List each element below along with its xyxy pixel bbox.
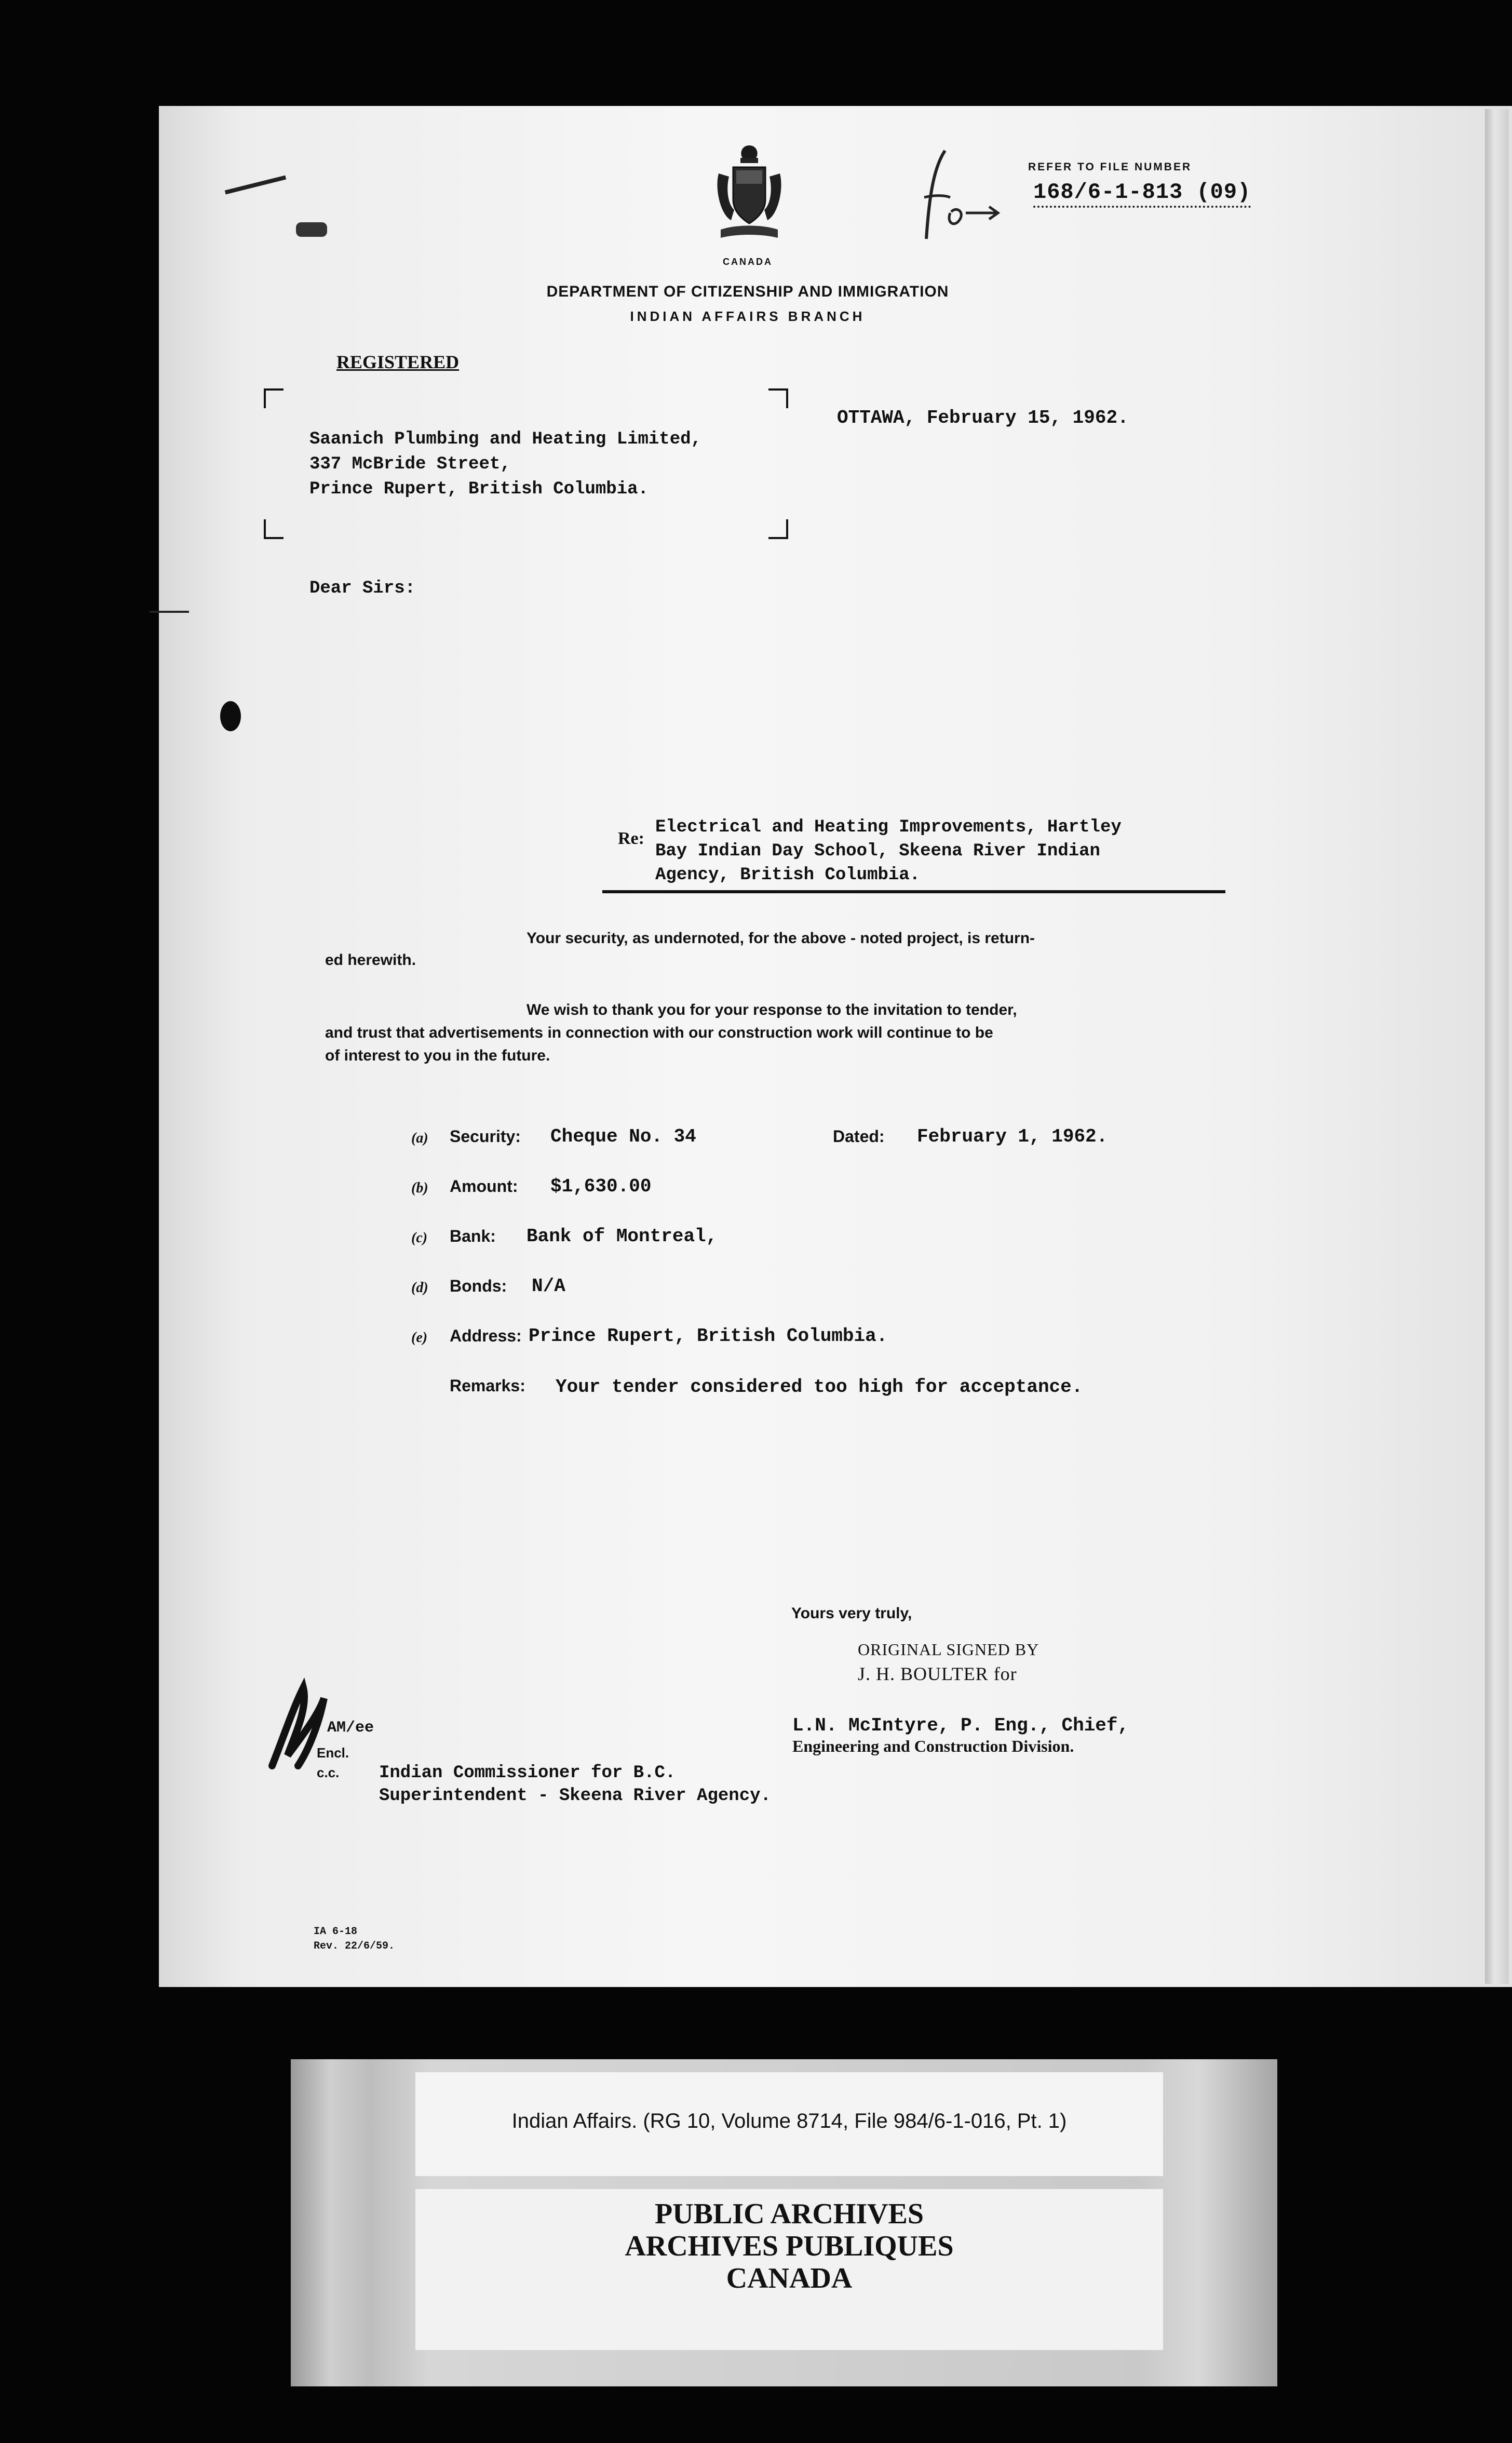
signed-stamp-line: ORIGINAL SIGNED BY: [858, 1640, 1040, 1659]
dated-label: Dated:: [833, 1127, 885, 1146]
branch-name: INDIAN AFFAIRS BRANCH: [630, 308, 866, 324]
handwritten-mark-icon: [914, 145, 1002, 249]
bank-value: Bank of Montreal,: [526, 1226, 718, 1247]
signatory-division: Engineering and Construction Division.: [792, 1737, 1074, 1755]
page-edge: [1485, 109, 1509, 1984]
letter-page: [159, 106, 1512, 1987]
department-name: DEPARTMENT OF CITIZENSHIP AND IMMIGRATION: [546, 283, 949, 300]
window-corner: [264, 388, 284, 408]
addressee-line: 337 McBride Street,: [309, 454, 511, 474]
bonds-value: N/A: [532, 1276, 565, 1297]
closing-phrase: Yours very truly,: [791, 1605, 912, 1622]
re-line: Agency, British Columbia.: [655, 865, 921, 885]
re-line: Bay Indian Day School, Skeena River Indian: [655, 841, 1100, 861]
addressee-line: Saanich Plumbing and Heating Limited,: [309, 429, 701, 449]
country-label: CANADA: [723, 257, 773, 267]
detail-letter: (b): [411, 1180, 428, 1196]
addressee: [309, 427, 701, 502]
form-revision: Rev. 22/6/59.: [314, 1940, 395, 1952]
form-number: IA 6-18: [314, 1926, 358, 1938]
archive-citation: Indian Affairs. (RG 10, Volume 8714, File 984/6-1-016, Pt. 1): [511, 2110, 1067, 2132]
coat-of-arms-icon: [710, 142, 788, 246]
paragraph-2-line: We wish to thank you for your response to the invitation to tender,: [526, 1001, 1017, 1018]
re-label: Re:: [618, 829, 644, 848]
window-corner: [768, 519, 788, 539]
re-underline: [602, 890, 1225, 893]
detail-letter: (a): [411, 1130, 428, 1146]
detail-letter: (c): [411, 1230, 428, 1246]
dated-value: February 1, 1962.: [917, 1126, 1108, 1147]
security-value: Cheque No. 34: [550, 1126, 696, 1147]
remarks-label: Remarks:: [450, 1376, 525, 1395]
file-number: 168/6-1-813 (09): [1033, 180, 1251, 208]
initials-reference: AM/ee: [327, 1719, 374, 1737]
bonds-label: Bonds:: [450, 1277, 507, 1295]
detail-letter: (e): [411, 1330, 428, 1346]
security-label: Security:: [450, 1127, 521, 1146]
punch-hole: [220, 701, 241, 731]
paragraph-2-line: and trust that advertisements in connection with our construction work will continue to be: [325, 1024, 993, 1041]
signed-stamp-line: J. H. BOULTER for: [858, 1663, 1017, 1684]
paragraph-1-line: ed herewith.: [325, 951, 416, 969]
bank-label: Bank:: [450, 1227, 496, 1245]
window-corner: [264, 519, 284, 539]
window-corner: [768, 388, 788, 408]
paragraph-1-line: Your security, as undernoted, for the above - noted project, is return-: [526, 930, 1035, 947]
remarks-value: Your tender considered too high for acceptance.: [556, 1376, 1083, 1398]
cc-recipients: [379, 1762, 771, 1807]
cc-label: c.c.: [317, 1765, 340, 1780]
amount-label: Amount:: [450, 1177, 518, 1196]
archive-stamp-line: CANADA: [726, 2262, 853, 2294]
date-line: OTTAWA, February 15, 1962.: [837, 407, 1129, 428]
archive-stamp: [415, 2198, 1163, 2294]
cc-recipient: Superintendent - Skeena River Agency.: [379, 1786, 771, 1806]
registered-label: REGISTERED: [336, 352, 460, 372]
enclosure-label: Encl.: [317, 1745, 349, 1761]
margin-mark: [150, 611, 189, 613]
address-value: Prince Rupert, British Columbia.: [529, 1325, 888, 1347]
cc-recipient: Indian Commissioner for B.C.: [379, 1763, 676, 1783]
amount-value: $1,630.00: [550, 1176, 652, 1197]
re-line: Electrical and Heating Improvements, Hartley: [655, 817, 1122, 837]
archive-stamp-line: ARCHIVES PUBLIQUES: [625, 2230, 954, 2262]
paragraph-2-line: of interest to you in the future.: [325, 1047, 550, 1064]
address-label: Address:: [450, 1326, 522, 1345]
re-subject: [655, 815, 1122, 887]
signatory-name: L.N. McIntyre, P. Eng., Chief,: [792, 1715, 1129, 1736]
margin-mark: [296, 222, 327, 237]
detail-letter: (d): [411, 1280, 428, 1296]
salutation: Dear Sirs:: [309, 579, 416, 598]
archive-stamp-line: PUBLIC ARCHIVES: [654, 2198, 924, 2230]
refer-label: REFER TO FILE NUMBER: [1028, 161, 1192, 173]
addressee-line: Prince Rupert, British Columbia.: [309, 479, 649, 499]
